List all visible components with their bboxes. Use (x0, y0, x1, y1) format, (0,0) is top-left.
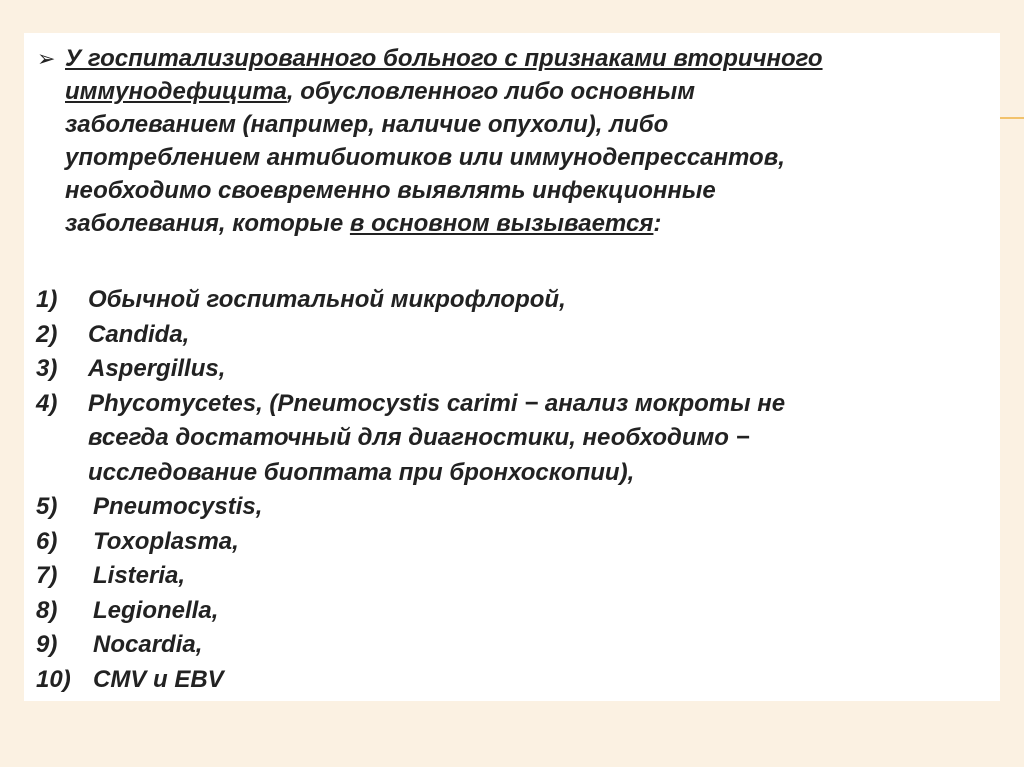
list-item-text: Legionella, (93, 596, 219, 624)
list-item-continuation: всегда достаточный для диагностики, необходимо − (88, 424, 750, 451)
list-item (36, 525, 986, 560)
list-item (36, 628, 986, 663)
intro-line-6-start: заболевания, которые (65, 210, 350, 237)
intro-line-5: необходимо своевременно выявлять инфекционные (65, 177, 716, 204)
list-item-text: Обычной госпитальной микрофлорой, (88, 286, 566, 313)
list-item (36, 559, 986, 594)
list-item-text: Candida, (88, 320, 190, 348)
list-item-text: Aspergillus, (88, 355, 226, 382)
intro-line-3: заболеванием (например, наличие опухоли), либо (65, 111, 669, 138)
list-item-number: 10) (36, 665, 71, 693)
intro-underlined-phrase: в основном вызывается (349, 210, 654, 237)
intro-line-2 (37, 75, 987, 108)
list-item (36, 387, 986, 422)
list-item (36, 490, 986, 525)
list-item-number: 7) (36, 562, 58, 589)
intro-underlined-term: иммунодефицита (65, 78, 287, 105)
list-item-number: 6) (36, 527, 58, 555)
list-item (36, 318, 986, 353)
intro-line-2-rest: , обусловленного либо основным (286, 78, 695, 105)
list-item-number: 4) (36, 389, 58, 417)
pathogen-list (36, 283, 986, 697)
list-item-text: Listeria, (93, 562, 186, 589)
intro-paragraph (37, 42, 987, 240)
list-item-number: 5) (36, 493, 58, 520)
list-item-number: 8) (36, 596, 58, 624)
list-item-text: Pneumocystis, (93, 493, 263, 520)
intro-line-4: употреблением антибиотиков или иммунодепрессантов, (65, 144, 785, 171)
list-item-number: 9) (36, 631, 58, 658)
list-item-text: Toxoplasma, (93, 527, 239, 555)
arrow-bullet-icon: ➢ (37, 46, 56, 71)
list-item-text: Nocardia, (93, 631, 203, 658)
list-item (36, 352, 986, 387)
list-item-text: Phycomycetes, (Pneumocystis carimi − анализ мокроты не (88, 389, 786, 417)
list-item-text: CMV и EBV (93, 665, 224, 693)
slide-card (24, 33, 1000, 701)
list-item-number: 2) (36, 320, 58, 348)
list-item-number: 1) (36, 286, 58, 313)
accent-line (1000, 117, 1024, 119)
list-item-number: 3) (36, 355, 58, 382)
list-item-continuation: исследование биоптата при бронхоскопии), (88, 458, 635, 486)
list-item (36, 663, 986, 698)
list-item (36, 283, 986, 318)
intro-line-1: У госпитализированного больного с признаками вторичного (65, 45, 823, 72)
intro-line-6 (37, 207, 987, 240)
intro-line-6-end: : (653, 210, 662, 237)
list-item (36, 594, 986, 629)
